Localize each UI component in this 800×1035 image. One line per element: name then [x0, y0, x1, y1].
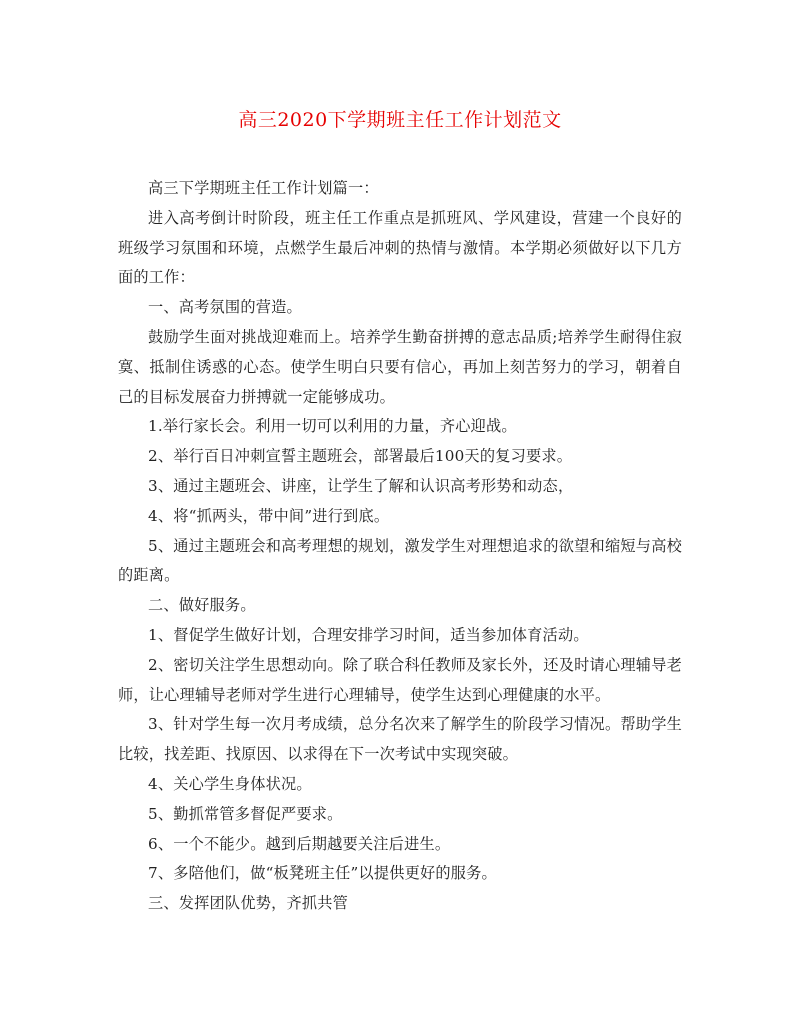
section-heading-2: 二、做好服务。 [148, 596, 256, 615]
list-item-2-2: 2、密切关注学生思想动向。除了联合科任教师及家长外，还及时请心理辅导老师，让心理辅导老师对学生进行心理辅导，使学生达到心理健康的水平。 [118, 655, 682, 704]
section-heading-1: 一、高考氛围的营造。 [148, 298, 302, 317]
list-item-1-1: 1.举行家长会。利用一切可以利用的力量，齐心迎战。 [148, 417, 517, 436]
list-item-2-7: 7、多陪他们，做“板凳班主任”以提供更好的服务。 [148, 864, 497, 883]
list-item-2-1: 1、督促学生做好计划，合理安排学习时间，适当参加体育活动。 [148, 625, 589, 644]
list-item-2-5: 5、勤抓常管多督促严要求。 [148, 804, 343, 823]
list-item-2-4: 4、关心学生身体状况。 [148, 774, 312, 793]
document-body [118, 174, 682, 919]
list-item-1-2: 2、举行百日冲刺宣誓主题班会，部署最后100天的复习要求。 [148, 447, 573, 466]
paragraph-2: 进入高考倒计时阶段，班主任工作重点是抓班风、学风建设，营建一个良好的班级学习氛围和环境，点燃学生最后冲刺的热情与激情。本学期必须做好以下几方面的工作： [118, 208, 682, 287]
document-title: 高三2020下学期班主任工作计划范文 [238, 109, 562, 131]
list-item-1-4: 4、将“抓两头，带中间”进行到底。 [148, 506, 390, 525]
section-heading-3: 三、发挥团队优势，齐抓共管 [148, 894, 349, 913]
paragraph-1: 高三下学期班主任工作计划篇一： [148, 179, 379, 197]
list-item-2-3: 3、针对学生每一次月考成绩，总分名次来了解学生的阶段学习情况。帮助学生比较，找差距、找原因、以求得在下一次考试中实现突破。 [118, 715, 682, 764]
paragraph-3: 鼓励学生面对挑战迎难而上。培养学生勤奋拼搏的意志品质;培养学生耐得住寂寞、抵制住诱惑的心态。使学生明白只要有信心，再加上刻苦努力的学习，朝着自己的目标发展奋力拼搏就一定能够成功。 [118, 327, 682, 406]
list-item-1-5: 5、通过主题班会和高考理想的规划，激发学生对理想追求的欲望和缩短与高校的距离。 [118, 536, 682, 585]
list-item-2-6: 6、一个不能少。越到后期越要关注后进生。 [148, 834, 451, 853]
list-item-1-3: 3、通过主题班会、讲座，让学生了解和认识高考形势和动态， [148, 476, 574, 495]
